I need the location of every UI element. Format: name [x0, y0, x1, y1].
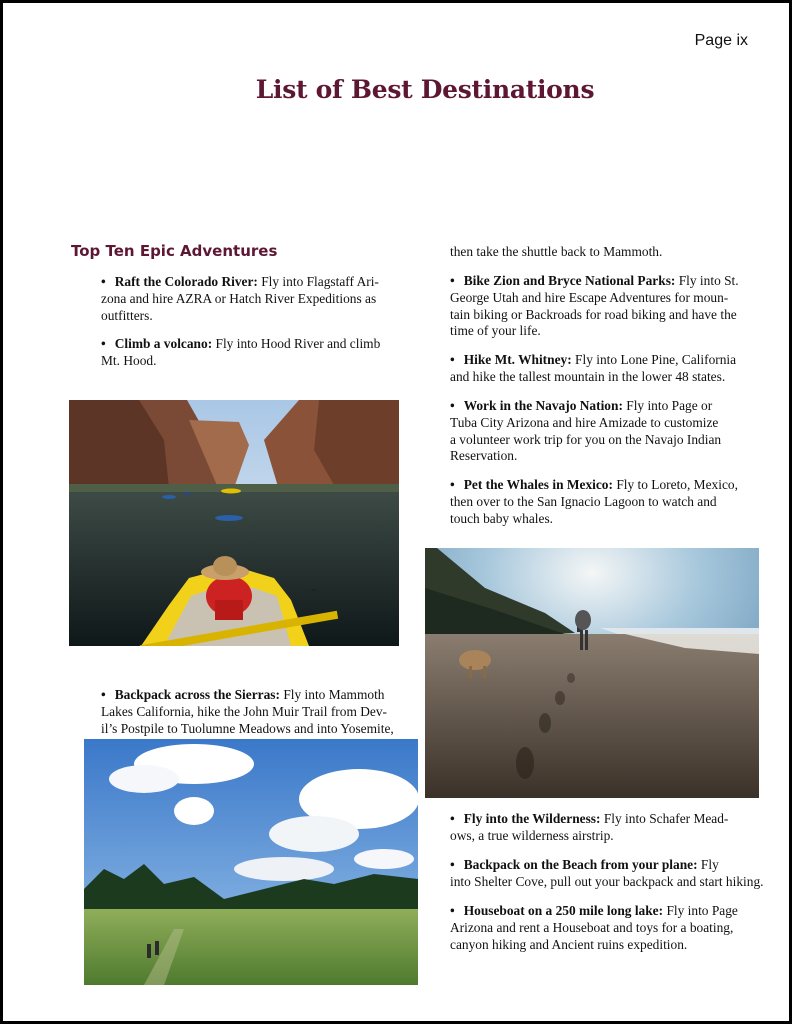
item-name: Backpack across the Sierras:	[114, 687, 280, 702]
list-item-volcano: • Climb a volcano: Fly into Hood River and climb Mt. Hood.	[101, 336, 401, 370]
meadow-hikers-photo	[84, 739, 418, 985]
page-number: Page ix	[694, 32, 748, 49]
item-name: Pet the Whales in Mexico:	[463, 477, 613, 492]
item-name: Houseboat on a 250 mile long lake:	[463, 903, 664, 918]
beach-hiker-photo	[425, 548, 759, 798]
item-name: Backpack on the Beach from your plane:	[463, 857, 698, 872]
rafting-canyon-photo	[69, 400, 399, 646]
section-heading: Top Ten Epic Adventures	[71, 242, 278, 260]
list-item-houseboat: • Houseboat on a 250 mile long lake: Fly into Page Arizona and rent a Houseboat and toys for a boating, canyon hiking and Ancient ruins expedition.	[450, 903, 760, 953]
list-item-zion-bryce: • Bike Zion and Bryce National Parks: Fly into St. George Utah and hire Escape Adventures for moun- tain biking or Backroads for road biking and have the time of your life.	[450, 273, 760, 340]
item-name: Work in the Navajo Nation:	[463, 398, 623, 413]
item-name: Fly into the Wilderness:	[463, 811, 601, 826]
list-item-raft: • Raft the Colorado River: Fly into Flagstaff Ari- zona and hire AZRA or Hatch River Expeditions as outfitters.	[101, 274, 401, 324]
list-item-whales: • Pet the Whales in Mexico: Fly to Loreto, Mexico, then over to the San Ignacio Lagoon to watch and touch baby whales.	[450, 477, 760, 527]
list-item-whitney: • Hike Mt. Whitney: Fly into Lone Pine, California and hike the tallest mountain in the lower 48 states.	[450, 352, 760, 386]
list-item-navajo: • Work in the Navajo Nation: Fly into Page or Tuba City Arizona and hire Amizade to customize a volunteer work trip for you on the Navajo Indian Reservation.	[450, 398, 760, 465]
item-name: Hike Mt. Whitney:	[463, 352, 572, 367]
continuation-text: then take the shuttle back to Mammoth.	[450, 244, 663, 259]
page-title: List of Best Destinations	[255, 75, 595, 104]
list-item-sierras: • Backpack across the Sierras: Fly into Mammoth Lakes California, hike the John Muir Trail from Dev- il’s Postpile to Tuolumne Meadows and into Yosemite,	[101, 687, 421, 737]
item-name: Climb a volcano:	[114, 336, 213, 351]
item-name: Raft the Colorado River:	[114, 274, 258, 289]
item-name: Bike Zion and Bryce National Parks:	[463, 273, 676, 288]
list-item-wilderness: • Fly into the Wilderness: Fly into Schafer Mead- ows, a true wilderness airstrip.	[450, 811, 760, 845]
list-item-beach: • Backpack on the Beach from your plane: Fly into Shelter Cove, pull out your backpack and start hiking.	[450, 857, 765, 891]
